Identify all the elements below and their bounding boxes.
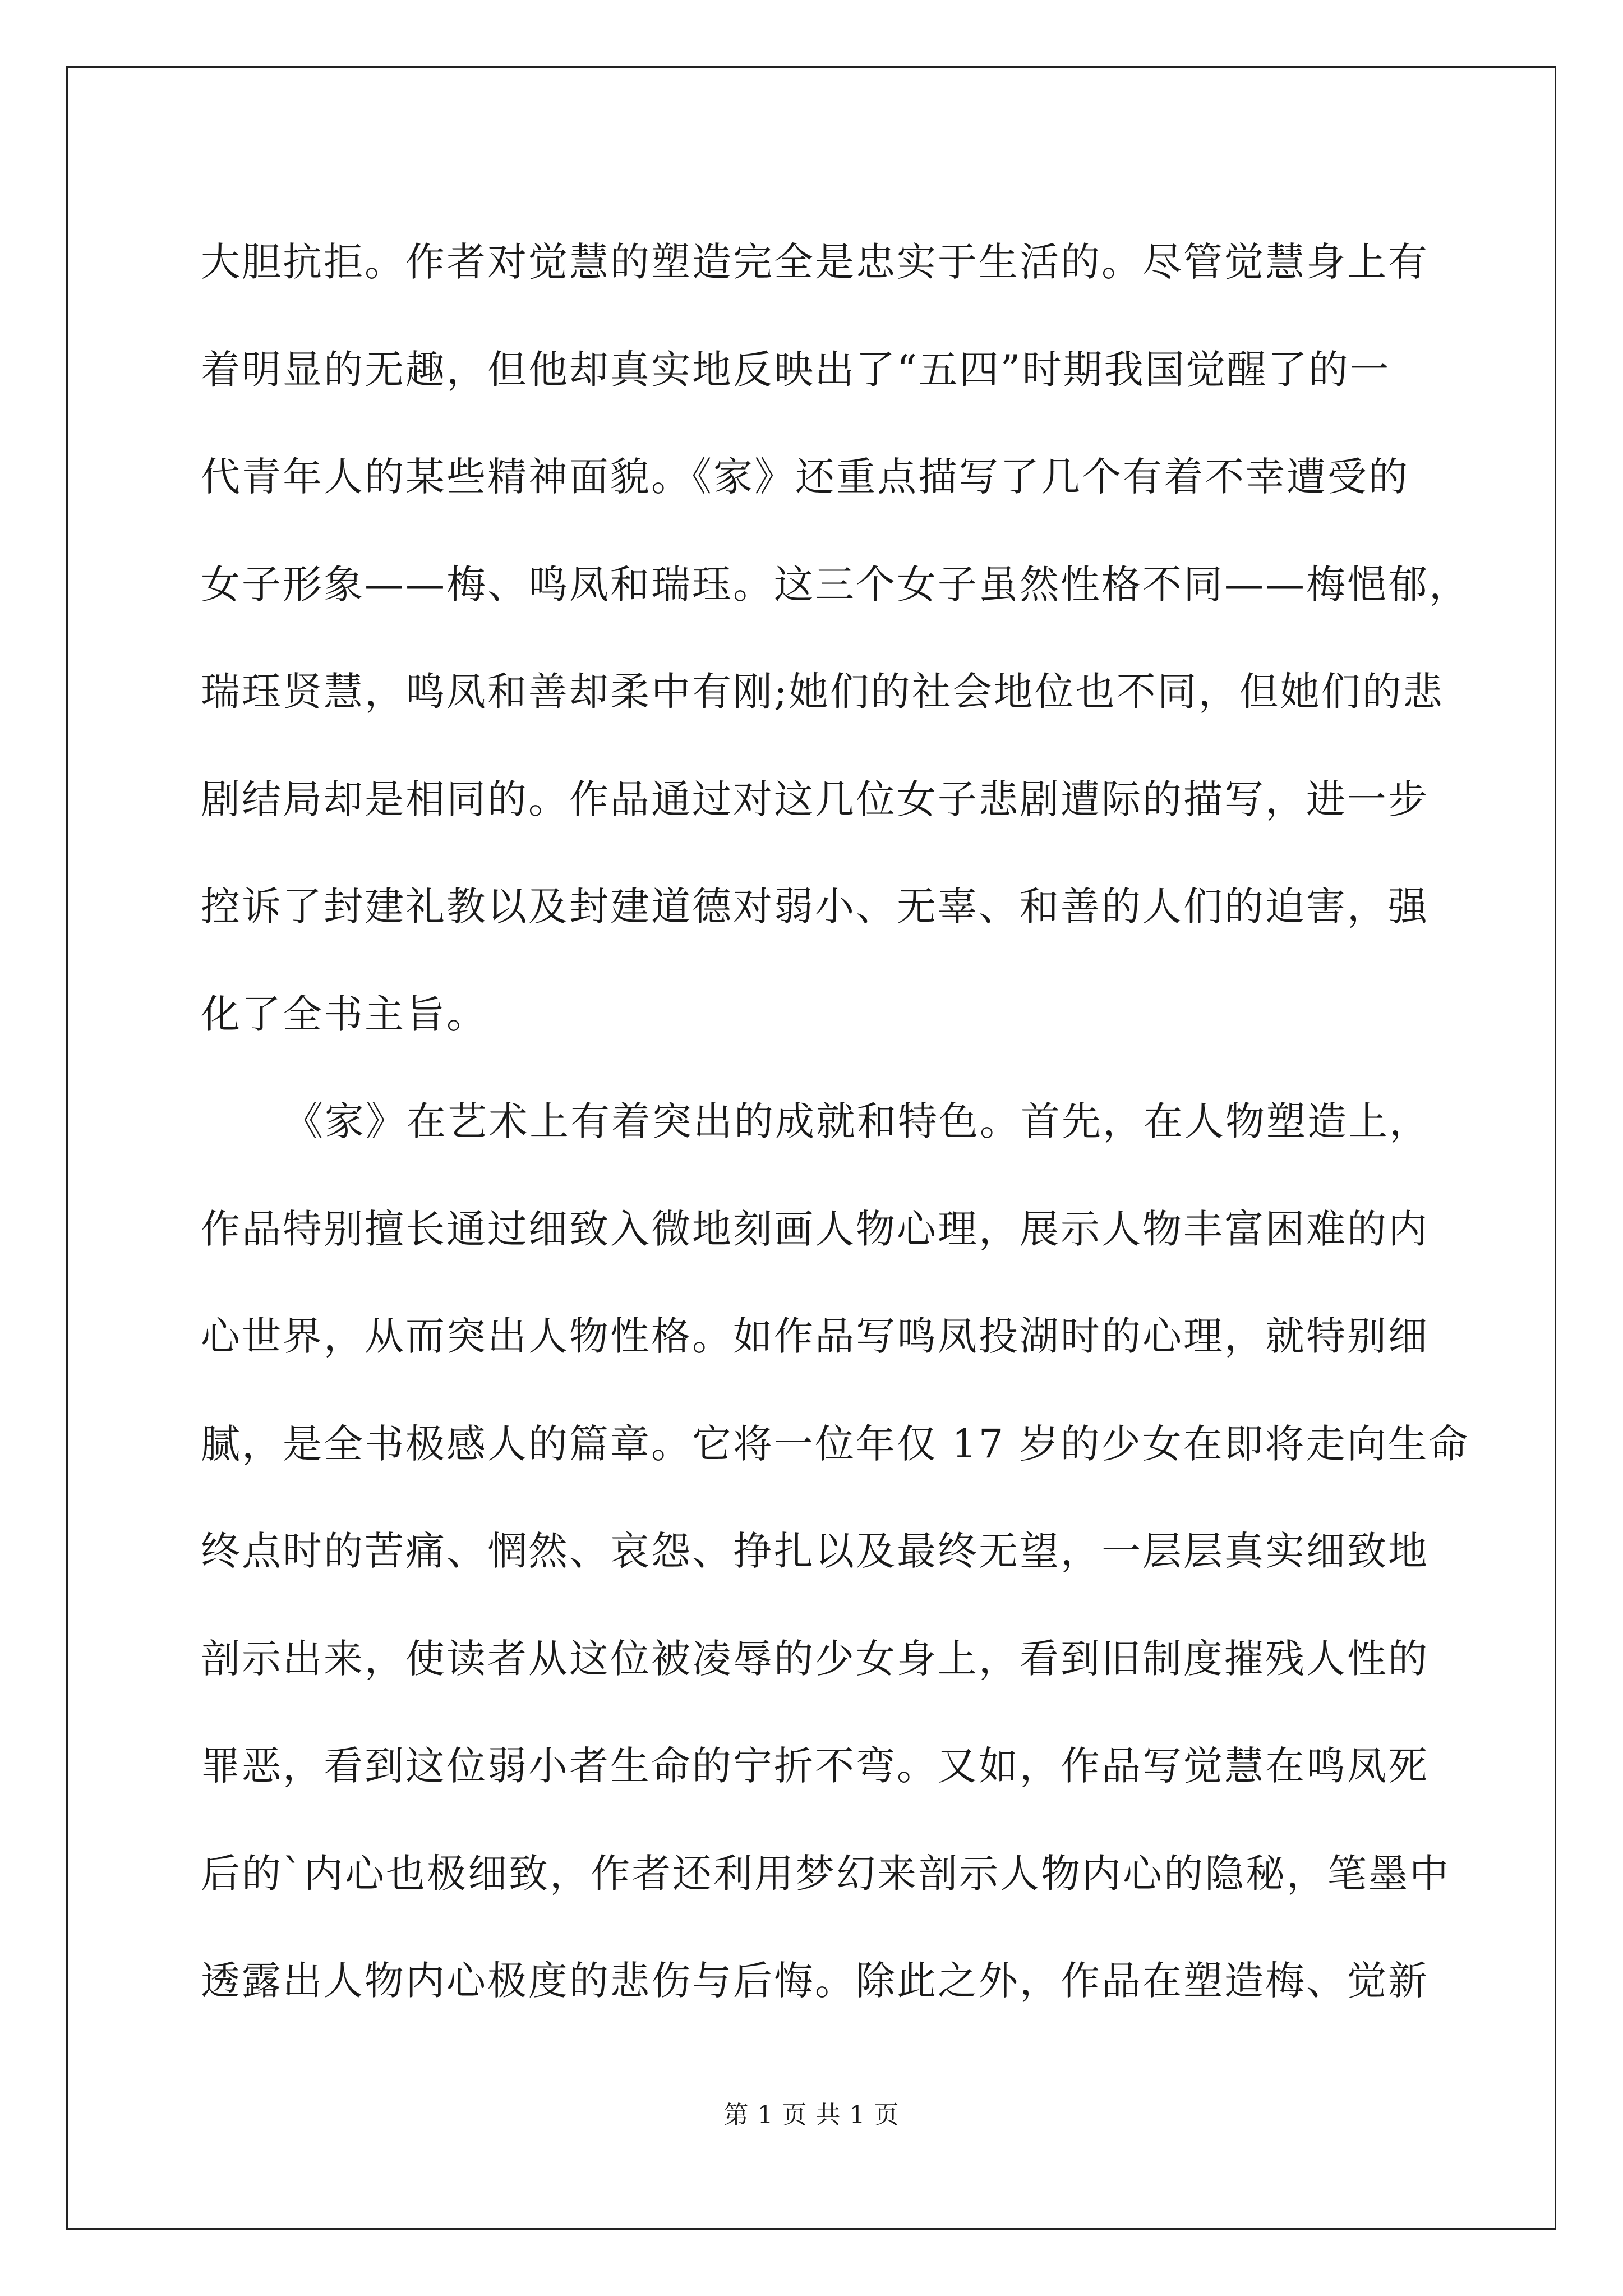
text-line: 大胆抗拒。作者对觉慧的塑造完全是忠实于生活的。尽管觉慧身上有	[201, 239, 1429, 285]
text-line: 作品特别擅长通过细致入微地刻画人物心理，展示人物丰富困难的内	[201, 1205, 1429, 1252]
text-line: 腻，是全书极感人的篇章。它将一位年仅 17 岁的少女在即将走向生命	[201, 1420, 1470, 1467]
text-line: 女子形象——梅、鸣凤和瑞珏。这三个女子虽然性格不同——梅悒郁，	[201, 561, 1470, 608]
text-line: 罪恶，看到这位弱小者生命的宁折不弯。又如，作品写觉慧在鸣凤死	[201, 1743, 1429, 1789]
text-line: 剧结局却是相同的。作品通过对这几位女子悲剧遭际的描写，进一步	[201, 776, 1429, 822]
text-line: 心世界，从而突出人物性格。如作品写鸣凤投湖时的心理，就特别细	[201, 1313, 1429, 1359]
text-line: 瑞珏贤慧，鸣凤和善却柔中有刚;她们的社会地位也不同，但她们的悲	[201, 669, 1444, 715]
document-body	[201, 209, 1470, 2035]
text-line: 着明显的无趣，但他却真实地反映出了“五四”时期我国觉醒了的一	[201, 346, 1391, 393]
text-line: 剖示出来，使读者从这位被凌辱的少女身上，看到旧制度摧残人性的	[201, 1635, 1429, 1682]
text-line: 化了全书主旨。	[201, 991, 487, 1037]
text-line: 后的`内心也极细致，作者还利用梦幻来剖示人物内心的隐秘，笔墨中	[201, 1850, 1450, 1897]
text-line: 透露出人物内心极度的悲伤与后悔。除此之外，作品在塑造梅、觉新	[201, 1958, 1429, 2004]
text-line: 控诉了封建礼教以及封建道德对弱小、无辜、和善的人们的迫害，强	[201, 884, 1429, 930]
page-number-footer: 第 1 页 共 1 页	[723, 2101, 900, 2129]
paragraph-first-line: 《家》在艺术上有着突出的成就和特色。首先，在人物塑造上，	[284, 1098, 1430, 1144]
text-line: 终点时的苦痛、惘然、哀怨、挣扎以及最终无望，一层层真实细致地	[201, 1528, 1429, 1574]
text-line: 代青年人的某些精神面貌。《家》还重点描写了几个有着不幸遭受的	[201, 454, 1409, 500]
